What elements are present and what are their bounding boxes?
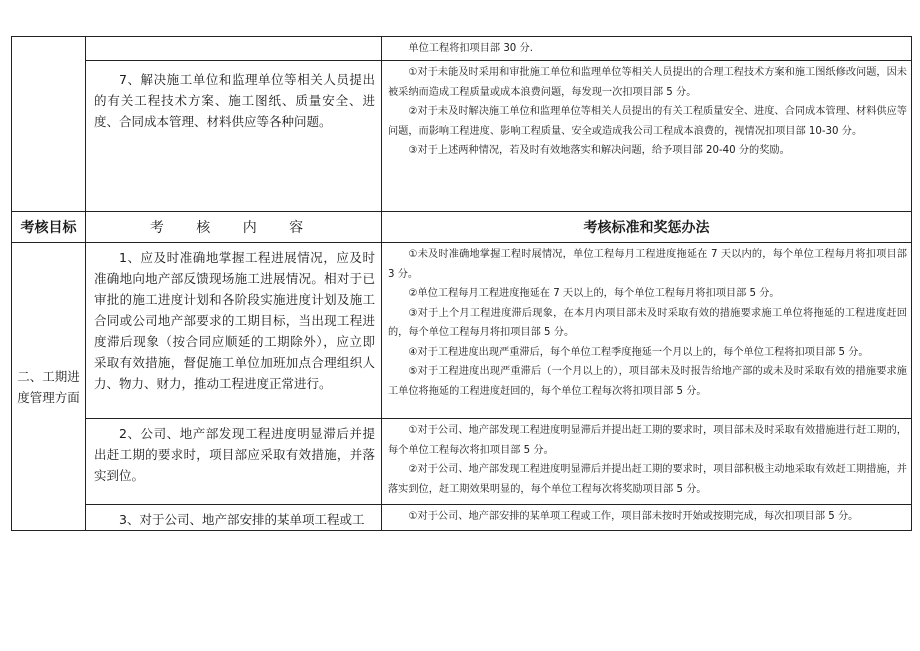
- standard-text: ①未及时准确地掌握工程时展情况，单位工程每月工程进度拖延在 7 天以内的，每个单位工程每月将扣项目部 3 分。: [388, 249, 907, 280]
- content-cell: [86, 243, 382, 419]
- standard-text: ③对于上述两种情况，若及时有效地落实和解决问题，给予项目部 20-40 分的奖励。: [408, 145, 790, 156]
- standard-cell: [382, 505, 912, 531]
- standard-cell: [382, 61, 912, 212]
- standard-text: ①对于未能及时采用和审批施工单位和监理单位等相关人员提出的合理工程技术方案和施工图纸修改问题，因未被采纳而造成工程质量或成本浪费问题，每发现一次扣项目部 5 分。: [388, 67, 907, 98]
- header-row: [12, 212, 912, 243]
- header-standard: 考核标准和奖惩办法: [382, 212, 912, 243]
- content-cell: [86, 419, 382, 505]
- assessment-table: [11, 36, 912, 531]
- content-text: 2、公司、地产部发现工程进度明显滞后并提出赶工期的要求时，项目部应采取有效措施，并落实到位。: [94, 426, 375, 483]
- category-cell-empty: [12, 37, 86, 212]
- standard-text: ①对于公司、地产部发现工程进度明显滞后并提出赶工期的要求时，项目部未及时采取有效措施进行赶工期的，每个单位工程每次将扣项目部 5 分。: [388, 425, 907, 456]
- standard-text: ⑤对于工程进度出现严重滞后（一个月以上的），项目部未及时报告给地产部的或未及时采取有效的措施要求施工单位将拖延的工程进度赶回的，每个单位工程每次将扣项目部 5 分。: [388, 366, 907, 397]
- table-row: [12, 505, 912, 531]
- content-cell: [86, 61, 382, 212]
- content-text: 3、对于公司、地产部安排的某单项工程或工: [119, 512, 365, 527]
- content-text: 7、解决施工单位和监理单位等相关人员提出的有关工程技术方案、施工图纸、质量安全、进度、合同成本管理、材料供应等各种问题。: [94, 72, 375, 129]
- table-row: [12, 419, 912, 505]
- standard-cell: [382, 419, 912, 505]
- table-row: [12, 37, 912, 61]
- standard-text: ②对于公司、地产部发现工程进度明显滞后并提出赶工期的要求时，项目部积极主动地采取有效赶工期措施，并落实到位，赶工期效果明显的，每个单位工程每次将奖励项目部 5 分。: [388, 464, 907, 495]
- standard-text: ②对于未及时解决施工单位和监理单位等相关人员提出的有关工程质量安全、进度、合同成本管理、材料供应等问题，而影响工程进度、影响工程质量、安全或造成我公司工程成本浪费的，视情况扣项目部 10-30 分。: [388, 106, 907, 137]
- standard-text: ④对于工程进度出现严重滞后，每个单位工程季度拖延一个月以上的，每个单位工程将扣项目部 5 分。: [408, 346, 869, 358]
- table-row: [12, 61, 912, 212]
- header-target: 考核目标: [12, 212, 86, 243]
- standard-text: ①对于公司、地产部安排的某单项工程或工作，项目部未按时开始或按期完成，每次扣项目部 5 分。: [408, 511, 859, 522]
- standard-cell: [382, 37, 912, 61]
- content-text: 1、应及时准确地掌握工程进展情况，应及时准确地向地产部反馈现场施工进展情况。相对于已审批的施工进度计划和各阶段实施进度计划及施工合同或公司地产部要求的工期目标，当出现工程进度滞后现象（按合同应顺延的工期除外），应立即采取有效措施，督促施工单位加班加点合理组织人力、物力、财力，推动工程进度正常进行。: [94, 250, 375, 391]
- category-label: 二、工期进度管理方面: [17, 368, 80, 405]
- category-cell: [12, 243, 86, 531]
- header-content: 考 核 内 容: [86, 212, 382, 243]
- standard-text: 单位工程将扣项目部 30 分.: [408, 43, 533, 54]
- standard-cell: [382, 243, 912, 419]
- standard-text: ②单位工程每月工程进度拖延在 7 天以上的，每个单位工程每月将扣项目部 5 分。: [408, 288, 780, 299]
- content-cell: [86, 37, 382, 61]
- standard-text: ③对于上个月工程进度滞后现象，在本月内项目部未及时采取有效的措施要求施工单位将拖延的工程进度赶回的，每个单位工程每月将扣项目部 5 分。: [388, 307, 907, 338]
- content-cell: [86, 505, 382, 531]
- table-row: [12, 243, 912, 419]
